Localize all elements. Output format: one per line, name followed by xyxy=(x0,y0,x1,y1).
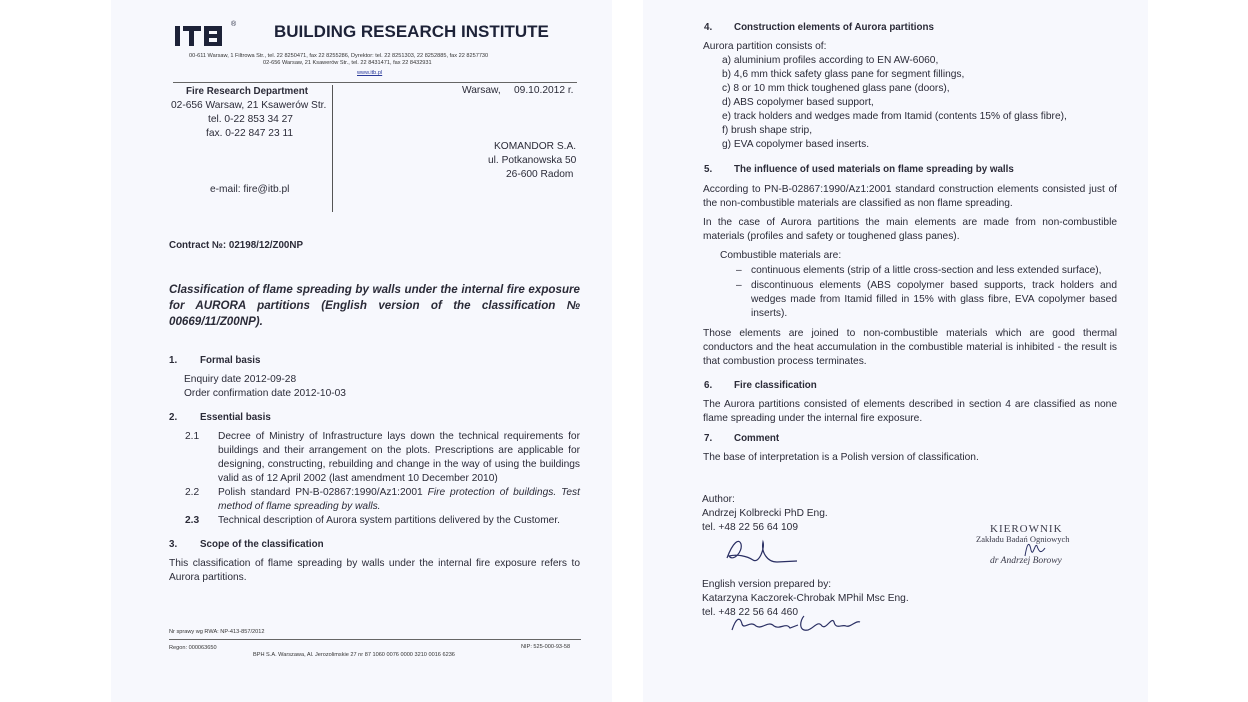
section-5-heading: The influence of used materials on flame spreading by walls xyxy=(734,164,1014,175)
nip: NIP: 525-000-93-58 xyxy=(521,644,571,650)
institute-name: BUILDING RESEARCH INSTITUTE xyxy=(274,22,549,41)
right-page xyxy=(643,0,1148,702)
address-line-1: 00-611 Warsaw, 1 Filtrowa Str., tel. 22 8250471, fax 22 8255286, Dyrektor: tel. 22 8251303, 22 8252885, fax 22 8257730 xyxy=(189,53,489,59)
item-2-3-text: Technical description of Aurora system partitions delivered by the Customer. xyxy=(218,515,561,526)
svg-text:®: ® xyxy=(231,21,237,28)
section-5-paragraph-2: In the case of Aurora partitions the main elements are made from non-combustible materials (profiles and safety or toughened glass panes). xyxy=(703,217,1117,242)
section-3-heading: Scope of the classification xyxy=(200,539,324,550)
regon: Regon: 000063650 xyxy=(169,645,217,651)
item-2-2-text: Polish standard PN-B-02867:1990/Az1:2001 Fire protection of buildings. Test method of flame spreading by walls. xyxy=(218,487,580,512)
section-3-number: 3. xyxy=(169,539,178,550)
order-date: Order confirmation date 2012-10-03 xyxy=(184,388,346,399)
list-item-c: c) 8 or 10 mm thick toughened glass pane (doors), xyxy=(722,83,950,94)
header-divider xyxy=(332,85,333,212)
website-link[interactable]: www.itb.pl xyxy=(357,70,383,76)
section-5-paragraph-1: According to PN-B-02867:1990/Az1:2001 standard construction elements consisted just of the non-combustible materials are classified as non flame spreading. xyxy=(703,184,1117,209)
address-line-2: 02-656 Warsaw, 21 Ksawerów Str., tel. 22 8431471, fax 22 8432931 xyxy=(263,60,432,66)
place: Warsaw, xyxy=(462,85,501,96)
section-4-heading: Construction elements of Aurora partitions xyxy=(734,22,934,33)
combustible-label: Combustible materials are: xyxy=(720,250,842,261)
header-rule xyxy=(173,82,577,83)
list-item-g: g) EVA copolymer based inserts. xyxy=(722,139,870,150)
author-tel: tel. +48 22 56 64 109 xyxy=(702,522,799,533)
section-6-heading: Fire classification xyxy=(734,380,817,391)
stamp-title: KIEROWNIK xyxy=(990,523,1063,535)
bank-account: BPH S.A. Warszawa, Al. Jerozolimskie 27 nr 87 1060 0076 0000 3210 0016 6236 xyxy=(253,652,455,658)
dash-2: – xyxy=(736,280,742,291)
section-2-number: 2. xyxy=(169,412,178,423)
enquiry-date: Enquiry date 2012-09-28 xyxy=(184,374,297,385)
author-label: Author: xyxy=(702,494,735,505)
translator-tel: tel. +48 22 56 64 460 xyxy=(702,607,799,618)
section-6-text: The Aurora partitions consisted of elements described in section 4 are classified as none flame spreading under the internal fire exposure. xyxy=(703,399,1117,424)
item-2-2-number: 2.2 xyxy=(185,487,200,498)
translator-label: English version prepared by: xyxy=(702,579,832,590)
section-4-intro: Aurora partition consists of: xyxy=(703,41,827,52)
dash-1: – xyxy=(736,265,742,276)
department-fax: fax. 0-22 847 23 11 xyxy=(206,128,294,139)
item-2-3-number: 2.3 xyxy=(185,515,200,526)
section-4-number: 4. xyxy=(704,22,713,33)
case-number: Nr sprawy wg RWA: NP-413-857/2012 xyxy=(169,629,265,635)
section-7-text: The base of interpretation is a Polish version of classification. xyxy=(703,452,979,463)
section-7-heading: Comment xyxy=(734,433,780,444)
left-page xyxy=(111,0,612,702)
section-1-number: 1. xyxy=(169,355,178,366)
section-6-number: 6. xyxy=(704,380,713,391)
department-email: e-mail: fire@itb.pl xyxy=(210,184,290,195)
bullet-discontinuous: discontinuous elements (ABS copolymer based supports, track holders and wedges made from Itamid filled in 15% with glass fibre, EVA copolymer based inserts). xyxy=(751,280,1117,319)
recipient-city: 26-600 Radom xyxy=(506,169,574,180)
stamp-subtitle: Zakładu Badań Ogniowych xyxy=(976,534,1070,544)
author-signature xyxy=(719,534,799,568)
section-5-number: 5. xyxy=(704,164,713,175)
recipient-street: ul. Potkanowska 50 xyxy=(488,155,577,166)
list-item-a: a) aluminium profiles according to EN AW-6060, xyxy=(722,55,939,66)
contract-number: Contract №: 02198/12/Z00NP xyxy=(169,240,303,251)
section-7-number: 7. xyxy=(704,433,713,444)
document-title: Classification of flame spreading by walls under the internal fire exposure for AURORA partitions (English version of the classification № 00669/11/Z00NP). xyxy=(169,283,580,328)
item-2-1-text: Decree of Ministry of Infrastructure lays down the technical requirements for buildings and their arrangement on the plots. Prescriptions are applicable for designing, constructing, rebuilding and change in the way of using the buildings valid as of 12 April 2002 (last amendment 10 December 2010) xyxy=(218,431,580,484)
list-item-e: e) track holders and wedges made from Itamid (contents 15% of glass fibre), xyxy=(722,111,1067,122)
recipient-name: KOMANDOR S.A. xyxy=(494,141,577,152)
section-5-paragraph-3: Those elements are joined to non-combustible materials which are good thermal conductors and the heat accumulation in the combustible material is inhibited - the result is that combustion process terminates. xyxy=(703,328,1117,367)
department-tel: tel. 0-22 853 34 27 xyxy=(208,114,293,125)
section-3-text: This classification of flame spreading by walls under the internal fire exposure refers to Aurora partitions. xyxy=(169,558,580,583)
translator-name: Katarzyna Kaczorek-Chrobak MPhil Msc Eng. xyxy=(702,593,909,604)
section-2-heading: Essential basis xyxy=(200,412,271,423)
list-item-f: f) brush shape strip, xyxy=(722,125,813,136)
department-name: Fire Research Department xyxy=(186,86,308,97)
stamp-name: dr Andrzej Borowy xyxy=(990,556,1062,566)
translator-signature xyxy=(728,608,868,638)
list-item-d: d) ABS copolymer based support, xyxy=(722,97,874,108)
date: 09.10.2012 r. xyxy=(514,85,574,96)
item-2-1-number: 2.1 xyxy=(185,431,200,442)
itb-logo xyxy=(173,18,241,48)
section-1-heading: Formal basis xyxy=(200,355,261,366)
footer-rule xyxy=(169,639,581,640)
list-item-b: b) 4,6 mm thick safety glass pane for segment fillings, xyxy=(722,69,965,80)
author-name: Andrzej Kolbrecki PhD Eng. xyxy=(702,508,828,519)
department-address: 02-656 Warsaw, 21 Ksawerów Str. xyxy=(171,100,327,111)
bullet-continuous: continuous elements (strip of a little cross-section and less extended surface), xyxy=(751,265,1102,276)
